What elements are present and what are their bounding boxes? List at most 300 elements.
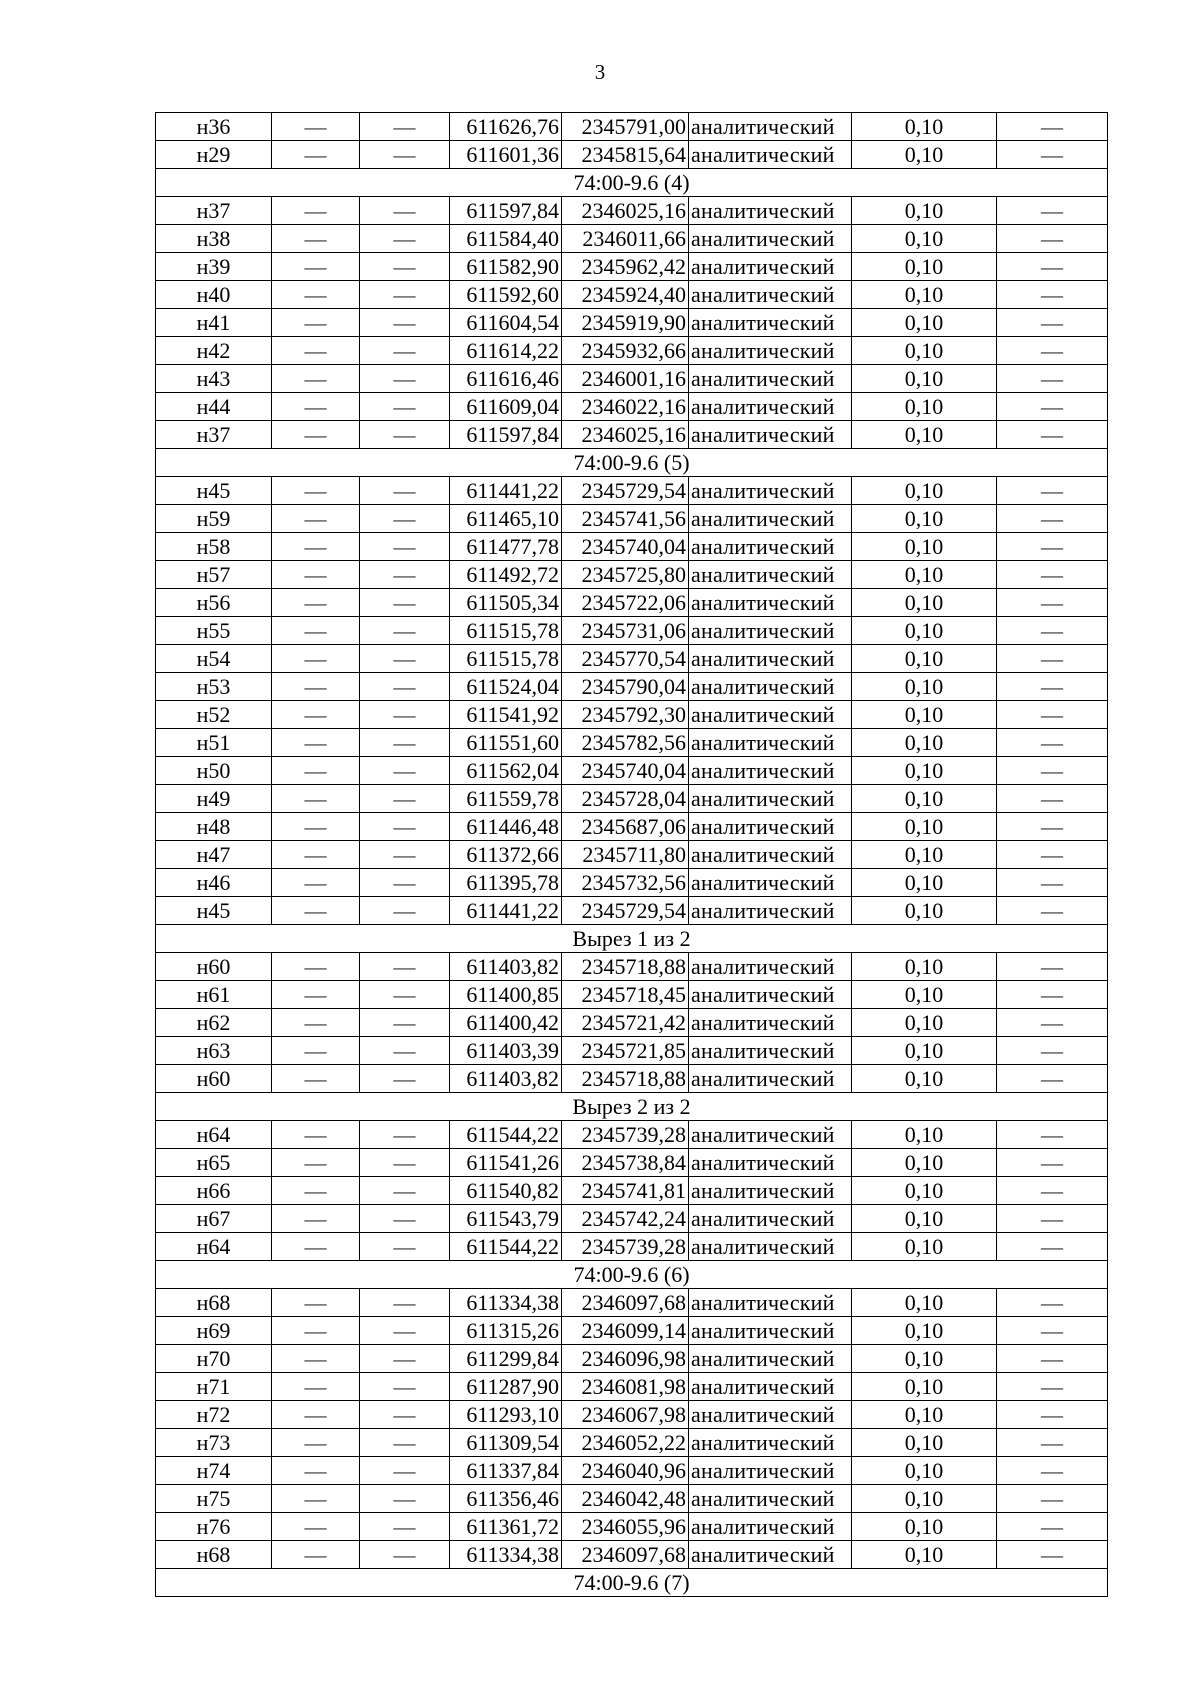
error-cell: 0,10 (852, 1121, 997, 1149)
point-name-cell: н44 (156, 393, 272, 421)
method-cell: аналитический (689, 309, 852, 337)
x-coordinate-cell: 611446,48 (450, 813, 562, 841)
y-coordinate-cell: 2345732,56 (562, 869, 689, 897)
x-coordinate-cell: 611403,82 (450, 953, 562, 981)
method-cell: аналитический (689, 421, 852, 449)
empty-dash-cell: — (360, 1205, 450, 1233)
empty-dash-cell: — (997, 645, 1108, 673)
point-name-cell: н72 (156, 1401, 272, 1429)
x-coordinate-cell: 611477,78 (450, 533, 562, 561)
error-cell: 0,10 (852, 1401, 997, 1429)
y-coordinate-cell: 2345718,45 (562, 981, 689, 1009)
method-cell: аналитический (689, 841, 852, 869)
method-cell: аналитический (689, 757, 852, 785)
empty-dash-cell: — (997, 1485, 1108, 1513)
x-coordinate-cell: 611465,10 (450, 505, 562, 533)
empty-dash-cell: — (997, 701, 1108, 729)
empty-dash-cell: — (360, 253, 450, 281)
empty-dash-cell: — (997, 337, 1108, 365)
error-cell: 0,10 (852, 505, 997, 533)
method-cell: аналитический (689, 1373, 852, 1401)
method-cell: аналитический (689, 729, 852, 757)
empty-dash-cell: — (272, 897, 360, 925)
y-coordinate-cell: 2345932,66 (562, 337, 689, 365)
empty-dash-cell: — (360, 561, 450, 589)
point-name-cell: н43 (156, 365, 272, 393)
error-cell: 0,10 (852, 533, 997, 561)
error-cell: 0,10 (852, 281, 997, 309)
method-cell: аналитический (689, 1401, 852, 1429)
table-row (156, 477, 1108, 505)
empty-dash-cell: — (360, 533, 450, 561)
point-name-cell: н45 (156, 477, 272, 505)
y-coordinate-cell: 2345740,04 (562, 757, 689, 785)
error-cell: 0,10 (852, 673, 997, 701)
x-coordinate-cell: 611540,82 (450, 1177, 562, 1205)
y-coordinate-cell: 2345728,04 (562, 785, 689, 813)
method-cell: аналитический (689, 141, 852, 169)
empty-dash-cell: — (997, 589, 1108, 617)
table-row (156, 589, 1108, 617)
table-row (156, 113, 1108, 141)
method-cell: аналитический (689, 1345, 852, 1373)
point-name-cell: н45 (156, 897, 272, 925)
empty-dash-cell: — (360, 225, 450, 253)
empty-dash-cell: — (997, 1289, 1108, 1317)
method-cell: аналитический (689, 561, 852, 589)
method-cell: аналитический (689, 253, 852, 281)
empty-dash-cell: — (272, 757, 360, 785)
empty-dash-cell: — (360, 197, 450, 225)
table-row (156, 365, 1108, 393)
method-cell: аналитический (689, 785, 852, 813)
empty-dash-cell: — (272, 981, 360, 1009)
error-cell: 0,10 (852, 113, 997, 141)
point-name-cell: н74 (156, 1457, 272, 1485)
error-cell: 0,10 (852, 365, 997, 393)
y-coordinate-cell: 2345770,54 (562, 645, 689, 673)
y-coordinate-cell: 2345711,80 (562, 841, 689, 869)
section-heading: 74:00-9.6 (5) (156, 449, 1108, 477)
empty-dash-cell: — (997, 1513, 1108, 1541)
x-coordinate-cell: 611541,26 (450, 1149, 562, 1177)
error-cell: 0,10 (852, 785, 997, 813)
y-coordinate-cell: 2345725,80 (562, 561, 689, 589)
empty-dash-cell: — (360, 1401, 450, 1429)
method-cell: аналитический (689, 869, 852, 897)
method-cell: аналитический (689, 281, 852, 309)
table-row (156, 645, 1108, 673)
empty-dash-cell: — (997, 757, 1108, 785)
method-cell: аналитический (689, 337, 852, 365)
method-cell: аналитический (689, 505, 852, 533)
empty-dash-cell: — (360, 337, 450, 365)
error-cell: 0,10 (852, 253, 997, 281)
empty-dash-cell: — (360, 365, 450, 393)
empty-dash-cell: — (360, 1513, 450, 1541)
method-cell: аналитический (689, 1429, 852, 1457)
empty-dash-cell: — (997, 421, 1108, 449)
empty-dash-cell: — (272, 1205, 360, 1233)
table-row (156, 197, 1108, 225)
empty-dash-cell: — (272, 393, 360, 421)
point-name-cell: н48 (156, 813, 272, 841)
method-cell: аналитический (689, 1177, 852, 1205)
section-row (156, 1569, 1108, 1597)
empty-dash-cell: — (360, 1289, 450, 1317)
empty-dash-cell: — (272, 1065, 360, 1093)
x-coordinate-cell: 611562,04 (450, 757, 562, 785)
table-row (156, 1121, 1108, 1149)
method-cell: аналитический (689, 225, 852, 253)
x-coordinate-cell: 611515,78 (450, 645, 562, 673)
empty-dash-cell: — (360, 281, 450, 309)
method-cell: аналитический (689, 1541, 852, 1569)
table-row (156, 225, 1108, 253)
y-coordinate-cell: 2346025,16 (562, 197, 689, 225)
y-coordinate-cell: 2345790,04 (562, 673, 689, 701)
point-name-cell: н68 (156, 1541, 272, 1569)
point-name-cell: н70 (156, 1345, 272, 1373)
error-cell: 0,10 (852, 421, 997, 449)
x-coordinate-cell: 611616,46 (450, 365, 562, 393)
x-coordinate-cell: 611372,66 (450, 841, 562, 869)
x-coordinate-cell: 611309,54 (450, 1429, 562, 1457)
y-coordinate-cell: 2346042,48 (562, 1485, 689, 1513)
empty-dash-cell: — (272, 1233, 360, 1261)
error-cell: 0,10 (852, 477, 997, 505)
error-cell: 0,10 (852, 869, 997, 897)
table-row (156, 1513, 1108, 1541)
point-name-cell: н66 (156, 1177, 272, 1205)
point-name-cell: н60 (156, 1065, 272, 1093)
x-coordinate-cell: 611403,82 (450, 1065, 562, 1093)
table-row (156, 1205, 1108, 1233)
empty-dash-cell: — (997, 981, 1108, 1009)
error-cell: 0,10 (852, 897, 997, 925)
empty-dash-cell: — (360, 729, 450, 757)
error-cell: 0,10 (852, 1037, 997, 1065)
method-cell: аналитический (689, 1513, 852, 1541)
point-name-cell: н55 (156, 617, 272, 645)
y-coordinate-cell: 2346055,96 (562, 1513, 689, 1541)
x-coordinate-cell: 611334,38 (450, 1289, 562, 1317)
empty-dash-cell: — (272, 141, 360, 169)
x-coordinate-cell: 611584,40 (450, 225, 562, 253)
table-row (156, 701, 1108, 729)
point-name-cell: н57 (156, 561, 272, 589)
method-cell: аналитический (689, 701, 852, 729)
empty-dash-cell: — (272, 337, 360, 365)
x-coordinate-cell: 611315,26 (450, 1317, 562, 1345)
section-heading: 74:00-9.6 (7) (156, 1569, 1108, 1597)
empty-dash-cell: — (360, 1373, 450, 1401)
section-heading: Вырез 2 из 2 (156, 1093, 1108, 1121)
error-cell: 0,10 (852, 1233, 997, 1261)
table-row (156, 1485, 1108, 1513)
empty-dash-cell: — (997, 1457, 1108, 1485)
error-cell: 0,10 (852, 393, 997, 421)
y-coordinate-cell: 2346067,98 (562, 1401, 689, 1429)
error-cell: 0,10 (852, 1429, 997, 1457)
x-coordinate-cell: 611400,85 (450, 981, 562, 1009)
empty-dash-cell: — (997, 225, 1108, 253)
x-coordinate-cell: 611601,36 (450, 141, 562, 169)
method-cell: аналитический (689, 1457, 852, 1485)
empty-dash-cell: — (997, 953, 1108, 981)
y-coordinate-cell: 2346001,16 (562, 365, 689, 393)
x-coordinate-cell: 611287,90 (450, 1373, 562, 1401)
x-coordinate-cell: 611361,72 (450, 1513, 562, 1541)
y-coordinate-cell: 2345962,42 (562, 253, 689, 281)
point-name-cell: н36 (156, 113, 272, 141)
method-cell: аналитический (689, 1009, 852, 1037)
error-cell: 0,10 (852, 981, 997, 1009)
empty-dash-cell: — (360, 645, 450, 673)
empty-dash-cell: — (272, 365, 360, 393)
error-cell: 0,10 (852, 1317, 997, 1345)
empty-dash-cell: — (997, 533, 1108, 561)
y-coordinate-cell: 2345739,28 (562, 1121, 689, 1149)
empty-dash-cell: — (360, 505, 450, 533)
y-coordinate-cell: 2346097,68 (562, 1289, 689, 1317)
method-cell: аналитический (689, 365, 852, 393)
empty-dash-cell: — (360, 1009, 450, 1037)
empty-dash-cell: — (360, 393, 450, 421)
error-cell: 0,10 (852, 337, 997, 365)
empty-dash-cell: — (360, 1177, 450, 1205)
empty-dash-cell: — (997, 813, 1108, 841)
coordinates-table (155, 112, 1108, 1597)
empty-dash-cell: — (272, 1149, 360, 1177)
method-cell: аналитический (689, 113, 852, 141)
point-name-cell: н73 (156, 1429, 272, 1457)
section-row (156, 1093, 1108, 1121)
empty-dash-cell: — (360, 1345, 450, 1373)
empty-dash-cell: — (272, 197, 360, 225)
x-coordinate-cell: 611597,84 (450, 421, 562, 449)
table-row (156, 141, 1108, 169)
x-coordinate-cell: 611551,60 (450, 729, 562, 757)
point-name-cell: н63 (156, 1037, 272, 1065)
x-coordinate-cell: 611334,38 (450, 1541, 562, 1569)
empty-dash-cell: — (997, 785, 1108, 813)
empty-dash-cell: — (360, 841, 450, 869)
x-coordinate-cell: 611337,84 (450, 1457, 562, 1485)
y-coordinate-cell: 2345721,42 (562, 1009, 689, 1037)
table-row (156, 1317, 1108, 1345)
empty-dash-cell: — (272, 1401, 360, 1429)
point-name-cell: н64 (156, 1233, 272, 1261)
empty-dash-cell: — (272, 1513, 360, 1541)
point-name-cell: н47 (156, 841, 272, 869)
error-cell: 0,10 (852, 225, 997, 253)
x-coordinate-cell: 611299,84 (450, 1345, 562, 1373)
x-coordinate-cell: 611505,34 (450, 589, 562, 617)
empty-dash-cell: — (272, 477, 360, 505)
table-row (156, 1233, 1108, 1261)
empty-dash-cell: — (360, 1037, 450, 1065)
y-coordinate-cell: 2345721,85 (562, 1037, 689, 1065)
empty-dash-cell: — (997, 897, 1108, 925)
point-name-cell: н51 (156, 729, 272, 757)
table-row (156, 533, 1108, 561)
x-coordinate-cell: 611609,04 (450, 393, 562, 421)
x-coordinate-cell: 611597,84 (450, 197, 562, 225)
error-cell: 0,10 (852, 617, 997, 645)
empty-dash-cell: — (272, 1121, 360, 1149)
x-coordinate-cell: 611541,92 (450, 701, 562, 729)
error-cell: 0,10 (852, 1149, 997, 1177)
table-row (156, 1541, 1108, 1569)
empty-dash-cell: — (360, 617, 450, 645)
empty-dash-cell: — (360, 1429, 450, 1457)
empty-dash-cell: — (360, 1485, 450, 1513)
y-coordinate-cell: 2346025,16 (562, 421, 689, 449)
empty-dash-cell: — (272, 281, 360, 309)
y-coordinate-cell: 2345687,06 (562, 813, 689, 841)
x-coordinate-cell: 611559,78 (450, 785, 562, 813)
y-coordinate-cell: 2345924,40 (562, 281, 689, 309)
method-cell: аналитический (689, 953, 852, 981)
empty-dash-cell: — (997, 1065, 1108, 1093)
error-cell: 0,10 (852, 757, 997, 785)
method-cell: аналитический (689, 533, 852, 561)
point-name-cell: н68 (156, 1289, 272, 1317)
x-coordinate-cell: 611293,10 (450, 1401, 562, 1429)
empty-dash-cell: — (272, 813, 360, 841)
empty-dash-cell: — (997, 141, 1108, 169)
empty-dash-cell: — (272, 673, 360, 701)
table-row (156, 337, 1108, 365)
empty-dash-cell: — (997, 505, 1108, 533)
empty-dash-cell: — (360, 477, 450, 505)
empty-dash-cell: — (360, 589, 450, 617)
table-row (156, 281, 1108, 309)
error-cell: 0,10 (852, 1345, 997, 1373)
empty-dash-cell: — (272, 589, 360, 617)
empty-dash-cell: — (997, 393, 1108, 421)
error-cell: 0,10 (852, 1009, 997, 1037)
table-row (156, 757, 1108, 785)
empty-dash-cell: — (272, 1457, 360, 1485)
y-coordinate-cell: 2345919,90 (562, 309, 689, 337)
empty-dash-cell: — (997, 1009, 1108, 1037)
table-row (156, 953, 1108, 981)
empty-dash-cell: — (360, 897, 450, 925)
point-name-cell: н53 (156, 673, 272, 701)
table-row (156, 1373, 1108, 1401)
empty-dash-cell: — (272, 421, 360, 449)
table-row (156, 729, 1108, 757)
point-name-cell: н39 (156, 253, 272, 281)
x-coordinate-cell: 611544,22 (450, 1121, 562, 1149)
point-name-cell: н60 (156, 953, 272, 981)
empty-dash-cell: — (997, 1541, 1108, 1569)
point-name-cell: н64 (156, 1121, 272, 1149)
x-coordinate-cell: 611543,79 (450, 1205, 562, 1233)
point-name-cell: н54 (156, 645, 272, 673)
table-row (156, 673, 1108, 701)
table-row (156, 393, 1108, 421)
error-cell: 0,10 (852, 197, 997, 225)
empty-dash-cell: — (272, 1289, 360, 1317)
method-cell: аналитический (689, 645, 852, 673)
method-cell: аналитический (689, 813, 852, 841)
error-cell: 0,10 (852, 141, 997, 169)
section-row (156, 925, 1108, 953)
empty-dash-cell: — (272, 617, 360, 645)
table-row (156, 253, 1108, 281)
empty-dash-cell: — (997, 253, 1108, 281)
x-coordinate-cell: 611626,76 (450, 113, 562, 141)
empty-dash-cell: — (272, 253, 360, 281)
empty-dash-cell: — (360, 673, 450, 701)
y-coordinate-cell: 2345718,88 (562, 1065, 689, 1093)
point-name-cell: н76 (156, 1513, 272, 1541)
empty-dash-cell: — (997, 841, 1108, 869)
method-cell: аналитический (689, 897, 852, 925)
empty-dash-cell: — (272, 729, 360, 757)
empty-dash-cell: — (997, 1121, 1108, 1149)
point-name-cell: н40 (156, 281, 272, 309)
empty-dash-cell: — (272, 113, 360, 141)
y-coordinate-cell: 2345740,04 (562, 533, 689, 561)
x-coordinate-cell: 611356,46 (450, 1485, 562, 1513)
y-coordinate-cell: 2345782,56 (562, 729, 689, 757)
x-coordinate-cell: 611524,04 (450, 673, 562, 701)
table-row (156, 421, 1108, 449)
x-coordinate-cell: 611441,22 (450, 897, 562, 925)
x-coordinate-cell: 611544,22 (450, 1233, 562, 1261)
empty-dash-cell: — (997, 869, 1108, 897)
empty-dash-cell: — (997, 729, 1108, 757)
empty-dash-cell: — (360, 113, 450, 141)
method-cell: аналитический (689, 1121, 852, 1149)
page-number: 3 (594, 60, 606, 84)
y-coordinate-cell: 2346052,22 (562, 1429, 689, 1457)
empty-dash-cell: — (272, 1429, 360, 1457)
empty-dash-cell: — (997, 1177, 1108, 1205)
empty-dash-cell: — (272, 785, 360, 813)
point-name-cell: н75 (156, 1485, 272, 1513)
table-row (156, 1345, 1108, 1373)
x-coordinate-cell: 611604,54 (450, 309, 562, 337)
error-cell: 0,10 (852, 953, 997, 981)
empty-dash-cell: — (272, 533, 360, 561)
x-coordinate-cell: 611395,78 (450, 869, 562, 897)
y-coordinate-cell: 2346097,68 (562, 1541, 689, 1569)
y-coordinate-cell: 2345739,28 (562, 1233, 689, 1261)
empty-dash-cell: — (272, 309, 360, 337)
point-name-cell: н65 (156, 1149, 272, 1177)
method-cell: аналитический (689, 1317, 852, 1345)
y-coordinate-cell: 2346011,66 (562, 225, 689, 253)
method-cell: аналитический (689, 197, 852, 225)
section-row (156, 1261, 1108, 1289)
empty-dash-cell: — (997, 197, 1108, 225)
empty-dash-cell: — (997, 1429, 1108, 1457)
section-row (156, 449, 1108, 477)
point-name-cell: н52 (156, 701, 272, 729)
method-cell: аналитический (689, 1205, 852, 1233)
table-row (156, 1009, 1108, 1037)
empty-dash-cell: — (360, 141, 450, 169)
x-coordinate-cell: 611592,60 (450, 281, 562, 309)
error-cell: 0,10 (852, 1457, 997, 1485)
method-cell: аналитический (689, 589, 852, 617)
section-heading: Вырез 1 из 2 (156, 925, 1108, 953)
